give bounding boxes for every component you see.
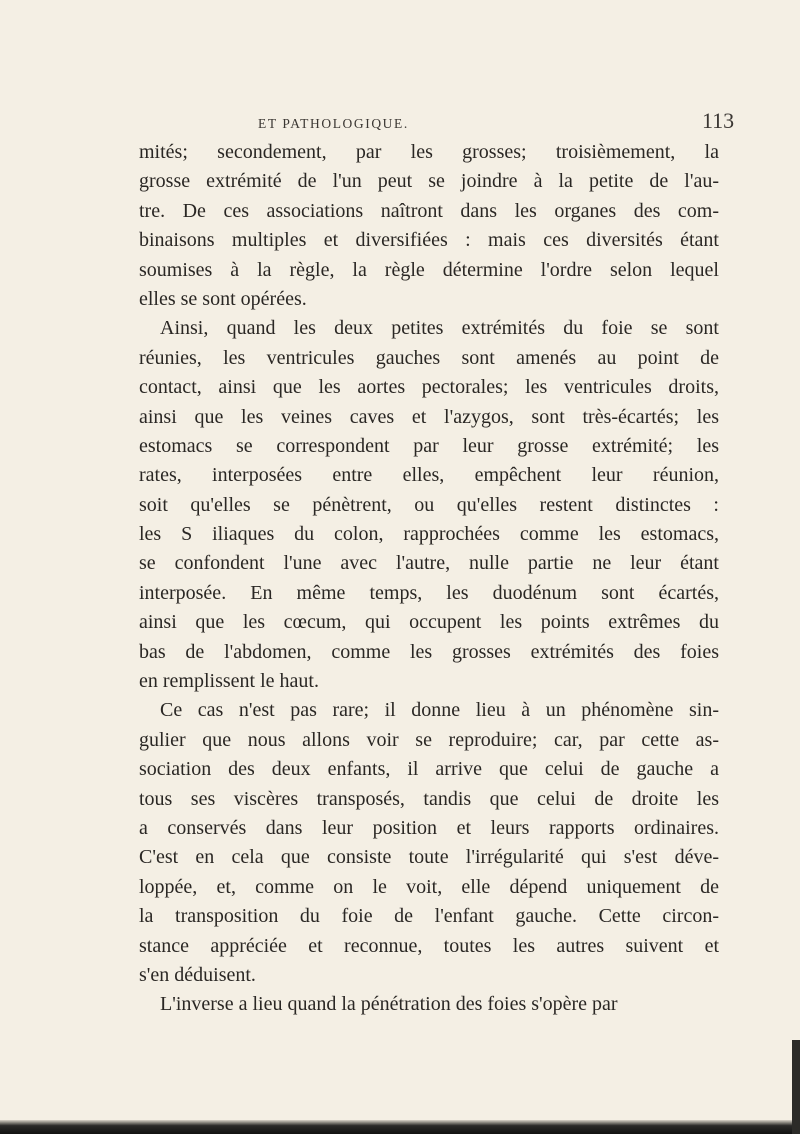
- page-number: 113: [702, 108, 735, 133]
- text-line: tre. De ces associations naîtront dans les organes des com-: [139, 199, 719, 222]
- text-line: soit qu'elles se pénètrent, ou qu'elles restent distinctes :: [139, 493, 719, 516]
- text-line: C'est en cela que consiste toute l'irrégularité qui s'est déve-: [139, 846, 719, 869]
- text-line: L'inverse a lieu quand la pénétration des foies s'opère par: [160, 993, 618, 1016]
- body-text: [139, 138, 719, 1020]
- text-line: se confondent l'une avec l'autre, nulle partie ne leur étant: [139, 552, 719, 575]
- text-line: a conservés dans leur position et leurs rapports ordinaires.: [139, 816, 719, 839]
- text-line: sociation des deux enfants, il arrive que celui de gauche a: [139, 758, 719, 781]
- text-line: ainsi que les veines caves et l'azygos, sont très-écartés; les: [139, 405, 719, 428]
- text-line: en remplissent le haut.: [139, 670, 319, 693]
- text-line: Ainsi, quand les deux petites extrémités du foie se sont: [160, 317, 719, 340]
- running-head: ET PATHOLOGIQUE.: [258, 116, 409, 131]
- text-line: s'en déduisent.: [139, 963, 256, 986]
- text-line: loppée, et, comme on le voit, elle dépend uniquement de: [139, 875, 719, 898]
- text-line: grosse extrémité de l'un peut se joindre à la petite de l'au-: [139, 170, 719, 193]
- text-line: ainsi que les cœcum, qui occupent les points extrêmes du: [139, 611, 719, 634]
- page-bottom-edge: [0, 1120, 800, 1134]
- text-line: binaisons multiples et diversifiées : mais ces diversités étant: [139, 229, 719, 252]
- text-line: interposée. En même temps, les duodénum sont écartés,: [139, 581, 719, 604]
- text-line: stance appréciée et reconnue, toutes les autres suivent et: [139, 934, 719, 957]
- text-line: réunies, les ventricules gauches sont amenés au point de: [139, 346, 719, 369]
- text-line: la transposition du foie de l'enfant gauche. Cette circon-: [139, 905, 719, 928]
- page-right-edge: [792, 1040, 800, 1134]
- text-line: elles se sont opérées.: [139, 287, 307, 310]
- text-line: bas de l'abdomen, comme les grosses extrémités des foies: [139, 640, 719, 663]
- text-line: mités; secondement, par les grosses; troisièmement, la: [139, 141, 719, 163]
- text-line: estomacs se correspondent par leur grosse extrémité; les: [139, 434, 719, 457]
- text-line: tous ses viscères transposés, tandis que celui de droite les: [139, 787, 719, 810]
- text-line: les S iliaques du colon, rapprochées comme les estomacs,: [139, 523, 719, 546]
- text-line: Ce cas n'est pas rare; il donne lieu à un phénomène sin-: [160, 699, 719, 722]
- text-line: rates, interposées entre elles, empêchent leur réunion,: [139, 464, 719, 487]
- text-line: gulier que nous allons voir se reproduire; car, par cette as-: [139, 728, 719, 751]
- text-line: soumises à la règle, la règle détermine l'ordre selon lequel: [139, 258, 719, 281]
- text-line: contact, ainsi que les aortes pectorales; les ventricules droits,: [139, 376, 719, 399]
